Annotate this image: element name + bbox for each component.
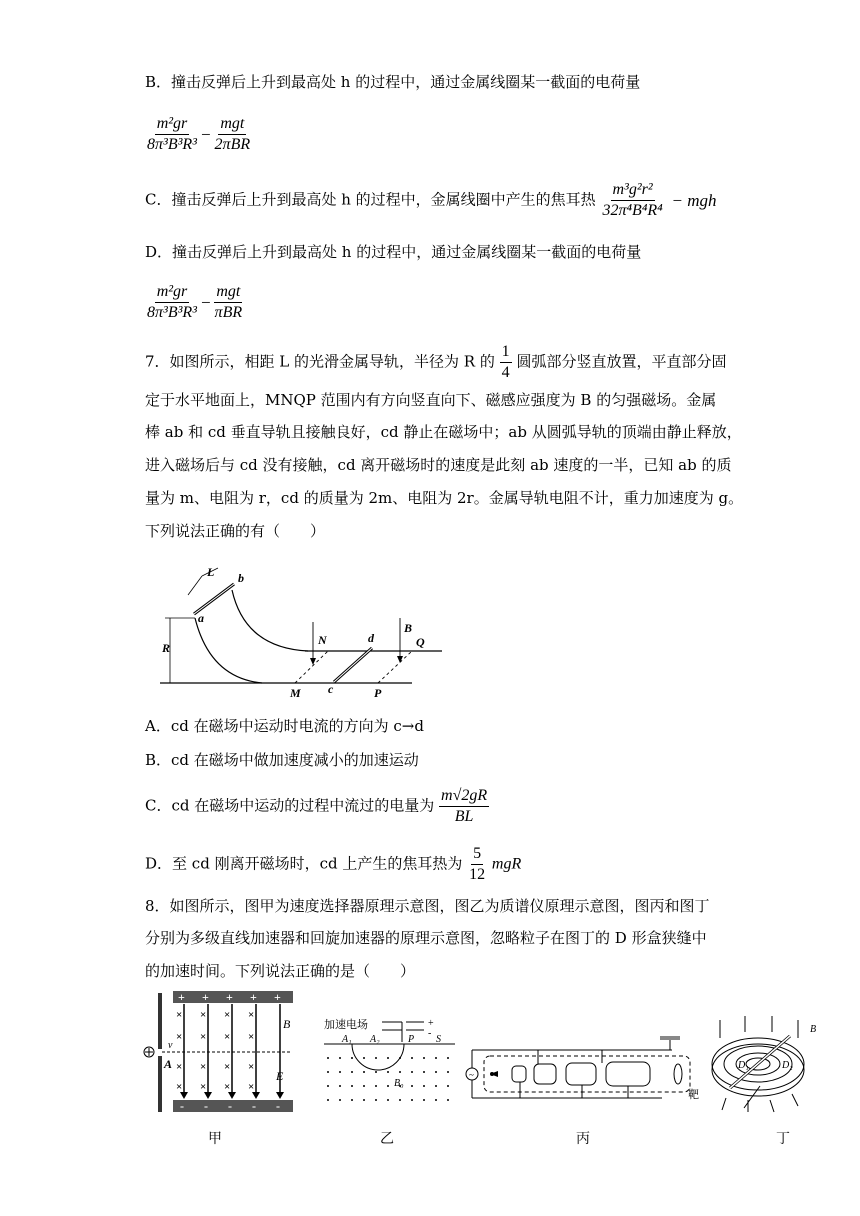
fig-label: B: [404, 621, 413, 635]
svg-text:×: ×: [176, 1031, 183, 1043]
q6-option-d: D．撞击反弹后上升到最高处 h 的过程中，通过金属线圈某一截面的电荷量: [145, 243, 642, 261]
q7-line-4: 进入磁场后与 cd 没有接触，cd 离开磁场时的速度是此刻 ab 速度的一半，已知 ab 的质: [145, 456, 732, 474]
fig-label: M: [290, 686, 301, 700]
fig-yi-mass-spectrometer: [320, 1010, 460, 1110]
svg-text:×: ×: [248, 1009, 255, 1021]
q6-option-b: B．撞击反弹后上升到最高处 h 的过程中，通过金属线圈某一截面的电荷量: [145, 73, 641, 91]
formula-denominator: 8π³B³R³: [147, 304, 197, 321]
formula-numerator: m³g²r²: [611, 180, 655, 201]
fig-label: L: [207, 565, 215, 579]
svg-text:+: +: [202, 990, 209, 1004]
svg-text:×: ×: [224, 1009, 231, 1021]
q7-rail-figure: [150, 560, 450, 700]
fig-label: B: [810, 1024, 817, 1035]
q7-line-1a: 7．如图所示，相距 L 的光滑金属导轨，半径为 R 的: [145, 352, 495, 371]
fig-label: D₂: [782, 1060, 793, 1071]
formula-denominator: 2πBR: [214, 136, 251, 153]
fig-label: D₁: [738, 1060, 749, 1071]
fig-label: v: [168, 1040, 173, 1051]
fig-label: A₁: [342, 1034, 352, 1045]
formula-tail: − mgh: [671, 190, 717, 210]
svg-text:×: ×: [176, 1061, 183, 1073]
fig-label: B₀: [394, 1078, 404, 1089]
svg-text:×: ×: [248, 1031, 255, 1043]
svg-text:-: -: [180, 1099, 184, 1113]
caption-jia: 甲: [208, 1131, 222, 1147]
fig-label: d: [368, 631, 374, 645]
formula-numerator: mgt: [214, 282, 242, 303]
q7-option-c: [145, 786, 489, 827]
fig-label: A: [164, 1057, 173, 1071]
formula-numerator: 1: [500, 342, 512, 363]
svg-text:×: ×: [248, 1061, 255, 1073]
formula-numerator: mgt: [218, 114, 246, 135]
svg-text:+: +: [250, 990, 257, 1004]
fig-bing-linear-accelerator: [462, 1030, 707, 1110]
svg-text:×: ×: [248, 1081, 255, 1093]
formula-denominator: BL: [454, 808, 474, 825]
formula-tail: mgR: [491, 855, 522, 873]
formula-denominator: 8π³B³R³: [147, 136, 197, 153]
formula-denominator: 32π⁴B⁴R⁴: [602, 202, 663, 219]
q7-line-5: 量为 m、电阻为 r，cd 的质量为 2m、电阻为 2r。金属导轨电阻不计，重力加速度为 g。: [145, 489, 744, 507]
q7-option-d: [145, 844, 521, 885]
fig-label: 加速电场: [324, 1019, 368, 1031]
formula-denominator: 12: [469, 866, 486, 883]
formula-numerator: m²gr: [155, 282, 190, 303]
fig-label: c: [328, 682, 334, 696]
q7-line-1: [145, 342, 726, 383]
formula-numerator: m√2gR: [439, 786, 489, 807]
q8-line-1: 8．如图所示，图甲为速度选择器原理示意图，图乙为质谱仪原理示意图，图丙和图丁: [145, 897, 710, 915]
svg-text:×: ×: [224, 1031, 231, 1043]
fig-label: a: [198, 611, 204, 625]
q6-option-c-text: C．撞击反弹后上升到最高处 h 的过程中，金属线圈中产生的焦耳热: [145, 190, 596, 209]
svg-text:×: ×: [224, 1081, 231, 1093]
q7-option-b: B．cd 在磁场中做加速度减小的加速运动: [145, 751, 419, 769]
svg-text:~: ~: [469, 1070, 474, 1080]
svg-text:-: -: [204, 1099, 208, 1113]
q7-line-6: 下列说法正确的有（ ）: [145, 522, 326, 540]
fig-label: B: [283, 1017, 291, 1031]
svg-text:-: -: [428, 1028, 432, 1039]
formula-numerator: m²gr: [155, 114, 190, 135]
svg-text:×: ×: [176, 1081, 183, 1093]
fig-label: 靶: [688, 1089, 699, 1101]
q8-line-2: 分别为多级直线加速器和回旋加速器的原理示意图，忽略粒子在图丁的 D 形盒狭缝中: [145, 929, 707, 947]
formula-denominator: 4: [501, 364, 510, 381]
q7-line-2: 定于水平地面上，MNQP 范围内有方向竖直向下、磁感应强度为 B 的匀强磁场。金属: [145, 391, 717, 409]
svg-text:+: +: [428, 1018, 434, 1029]
svg-text:×: ×: [200, 1031, 207, 1043]
q7-option-a: A．cd 在磁场中运动时电流的方向为 c→d: [145, 717, 424, 735]
svg-text:-: -: [252, 1099, 256, 1113]
svg-text:×: ×: [200, 1081, 207, 1093]
fig-label: N: [318, 633, 327, 647]
fig-label: R: [162, 641, 171, 655]
caption-ding: 丁: [776, 1131, 790, 1147]
svg-text:×: ×: [224, 1061, 231, 1073]
svg-text:×: ×: [176, 1009, 183, 1021]
q7-line-3: 棒 ab 和 cd 垂直导轨且接触良好，cd 静止在磁场中；ab 从圆弧导轨的顶端由静止释放，: [145, 423, 742, 441]
q8-line-3: 的加速时间。下列说法正确的是（ ）: [145, 962, 416, 980]
fig-ding-cyclotron: [700, 1016, 830, 1116]
q6-option-d-formula: $\frac{\text{m²gr}}{\text{8π³B³R³}}$ − $\frac{\text{mgt}}{\text{πBR}}$: [147, 283, 243, 321]
svg-text:-: -: [276, 1099, 280, 1113]
svg-text:×: ×: [200, 1009, 207, 1021]
caption-yi: 乙: [380, 1131, 394, 1147]
fig-label: P: [374, 686, 382, 700]
fig-label: P: [408, 1034, 415, 1045]
q6-option-c: [145, 180, 719, 221]
fig-label: A₂: [370, 1034, 380, 1045]
caption-bing: 丙: [576, 1131, 590, 1147]
q7-option-c-text: C．cd 在磁场中运动的过程中流过的电量为: [145, 796, 435, 815]
svg-text:+: +: [274, 990, 281, 1004]
fig-label: E: [276, 1069, 284, 1083]
fig-label: b: [238, 571, 244, 585]
q7-option-d-text: D．至 cd 刚离开磁场时，cd 上产生的焦耳热为: [145, 854, 463, 873]
q6-option-b-formula: $\frac{\text{m²gr}}{\text{8π³B³R³}}$ − $\frac{\text{mgt}}{\text{2πBR}}$: [147, 115, 251, 153]
svg-text:×: ×: [200, 1061, 207, 1073]
svg-text:+: +: [178, 990, 185, 1004]
fig-jia-velocity-selector: [140, 988, 305, 1116]
q7-line-1b: 圆弧部分竖直放置，平直部分固: [516, 352, 727, 371]
svg-text:-: -: [228, 1099, 232, 1113]
svg-text:+: +: [226, 990, 233, 1004]
formula-denominator: πBR: [214, 304, 243, 321]
formula-numerator: 5: [471, 844, 483, 865]
fig-label: S: [436, 1034, 441, 1045]
fig-label: Q: [416, 635, 425, 649]
